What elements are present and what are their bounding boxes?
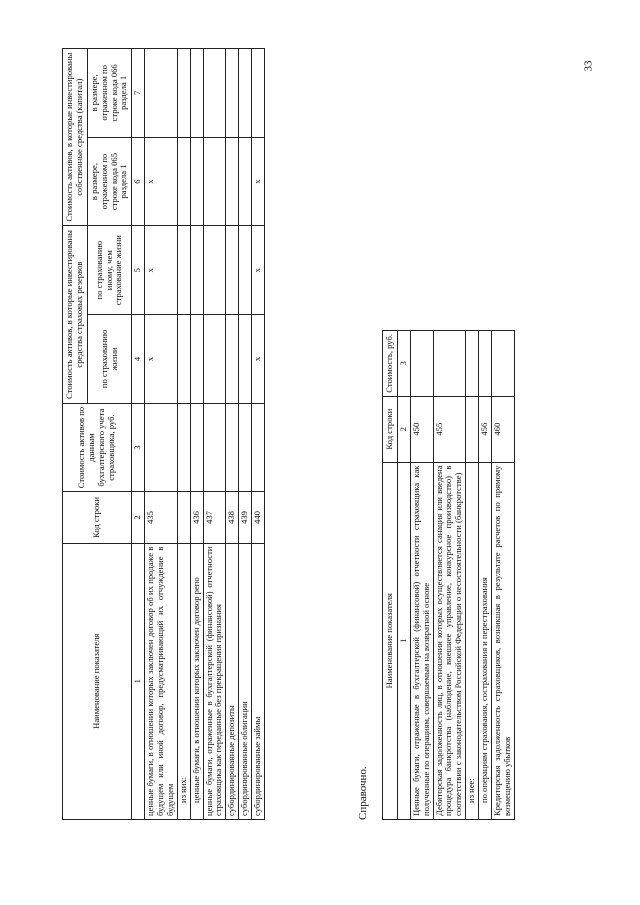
table-row	[203, 49, 226, 820]
row-code: 436	[190, 492, 203, 543]
row-value-4	[239, 315, 252, 404]
assets-table	[62, 48, 265, 820]
col-number: 4	[132, 315, 145, 404]
col-number: 3	[132, 403, 145, 492]
row-value-7	[145, 49, 178, 138]
row-value-4	[226, 315, 239, 404]
ref-row-name: Дебиторская задолженность лиц, в отношении которых осуществляется санация или введена процедура банкротства (наблюдение, внешнее управление, конкурсное производство) в соответствии с законодательством Российской Федерации о несостоятельности (банкротстве)	[433, 462, 466, 819]
row-code: 437	[203, 492, 226, 543]
row-value-7	[239, 49, 252, 138]
row-value-6	[239, 137, 252, 226]
col-number: 1	[397, 462, 410, 819]
rotated-page	[0, 45, 580, 875]
row-value-6	[190, 137, 203, 226]
ref-row-value	[491, 331, 514, 397]
col-number: 5	[132, 226, 145, 315]
row-value-5	[226, 226, 239, 315]
row-name: субординированные займы	[252, 543, 265, 819]
row-value-6: x	[252, 137, 265, 226]
row-name: из них:	[177, 543, 190, 819]
row-value-7	[190, 49, 203, 138]
row-value-4	[203, 315, 226, 404]
header-cap-066: в размере, отраженном по строке кода 066 раздела 1	[87, 49, 132, 138]
row-value-4	[190, 315, 203, 404]
table-row	[190, 49, 203, 820]
col-number: 7	[132, 49, 145, 138]
reference-table	[382, 330, 515, 820]
row-code: 440	[252, 492, 265, 543]
ref-row-code: 450	[410, 396, 433, 462]
header-code: Код строки	[63, 492, 132, 543]
row-value-6	[203, 137, 226, 226]
column-number-row	[397, 331, 410, 820]
row-code: 439	[239, 492, 252, 543]
page-number: 33	[582, 60, 595, 72]
row-value-3	[190, 403, 203, 492]
header-row	[383, 331, 398, 820]
header-reserves-group: Стоимость активов, в которые инвестированы средства страховых резервов	[63, 226, 88, 403]
column-number-row	[132, 49, 145, 820]
header-capital-group: Стоимость активов, в которые инвестированы собственные средства (капитал)	[63, 49, 88, 226]
ref-row-value	[479, 331, 492, 397]
header-row	[63, 49, 88, 820]
table-row	[145, 49, 178, 820]
row-value-3	[177, 403, 190, 492]
row-value-7	[226, 49, 239, 138]
col-number: 1	[132, 543, 145, 819]
table-row	[252, 49, 265, 820]
row-value-5	[203, 226, 226, 315]
ref-row-value	[433, 331, 466, 397]
table-row	[479, 331, 492, 820]
row-value-4: x	[145, 315, 178, 404]
row-value-3	[239, 403, 252, 492]
ref-row-name: Кредиторская задолженность страховщиков, возникшая в результате расчетов по прямому возмещению убытков	[491, 462, 514, 819]
header-life: по страхованию жизни	[87, 315, 132, 404]
row-value-6	[177, 137, 190, 226]
table-row	[433, 331, 466, 820]
header-cap-065: в размере, отраженном по строке кода 065 раздела 1	[87, 137, 132, 226]
ref-row-name: Ценные бумаги, отраженные в бухгалтерской (финансовой) отчетности страховщика как полученные по операциям, совершаемым на возвратной основе	[410, 462, 433, 819]
row-value-6: x	[145, 137, 178, 226]
row-code: 438	[226, 492, 239, 543]
header-name: Наименование показателя	[63, 543, 132, 819]
ref-row-code: 460	[491, 396, 514, 462]
table-row	[466, 331, 479, 820]
row-value-3	[145, 403, 178, 492]
row-value-7	[177, 49, 190, 138]
ref-row-value	[466, 331, 479, 397]
ref-row-code: 455	[433, 396, 466, 462]
col-number: 2	[132, 492, 145, 543]
row-value-5: x	[252, 226, 265, 315]
ref-row-code: 456	[479, 396, 492, 462]
col-number: 2	[397, 396, 410, 462]
row-value-5	[190, 226, 203, 315]
row-name: субординированные депозиты	[226, 543, 239, 819]
ref-row-value	[410, 331, 433, 397]
row-value-4	[177, 315, 190, 404]
row-value-3	[203, 403, 226, 492]
row-value-6	[226, 137, 239, 226]
row-value-5	[239, 226, 252, 315]
header-non-life: по страхованию иному, чем страхование жизни	[87, 226, 132, 315]
ref-header-value: Стоимость, руб.	[383, 331, 398, 397]
row-name: ценные бумаги, отраженные в бухгалтерской (финансовой) отчетности страховщика как переданные без прекращения признания	[203, 543, 226, 819]
ref-header-name: Наименование показателя	[383, 462, 398, 819]
header-book-value: Стоимость активов по данным бухгалтерского учета страховщика, руб.	[63, 403, 132, 492]
row-value-3	[252, 403, 265, 492]
table-row	[226, 49, 239, 820]
row-value-5: x	[145, 226, 178, 315]
ref-row-name: по операциям страхования, сострахования и перестрахования	[479, 462, 492, 819]
ref-row-code	[466, 396, 479, 462]
row-name: ценные бумаги, в отношении которых заключен договор об их продаже в будущем или иной договор, предусматривающий их отчуждение в будущем	[145, 543, 178, 819]
row-value-7	[203, 49, 226, 138]
table-row	[177, 49, 190, 820]
row-name: субординированные облигации	[239, 543, 252, 819]
table-row	[491, 331, 514, 820]
row-code	[177, 492, 190, 543]
col-number: 3	[397, 331, 410, 397]
row-code: 435	[145, 492, 178, 543]
table-row	[239, 49, 252, 820]
ref-row-name: из нее:	[466, 462, 479, 819]
ref-header-code: Код строки	[383, 396, 398, 462]
col-number: 6	[132, 137, 145, 226]
table-row	[410, 331, 433, 820]
reference-note: Справочно.	[357, 766, 369, 820]
row-value-4: x	[252, 315, 265, 404]
row-value-3	[226, 403, 239, 492]
row-name: ценные бумаги, в отношении которых заключен договор репо	[190, 543, 203, 819]
row-value-7	[252, 49, 265, 138]
row-value-5	[177, 226, 190, 315]
